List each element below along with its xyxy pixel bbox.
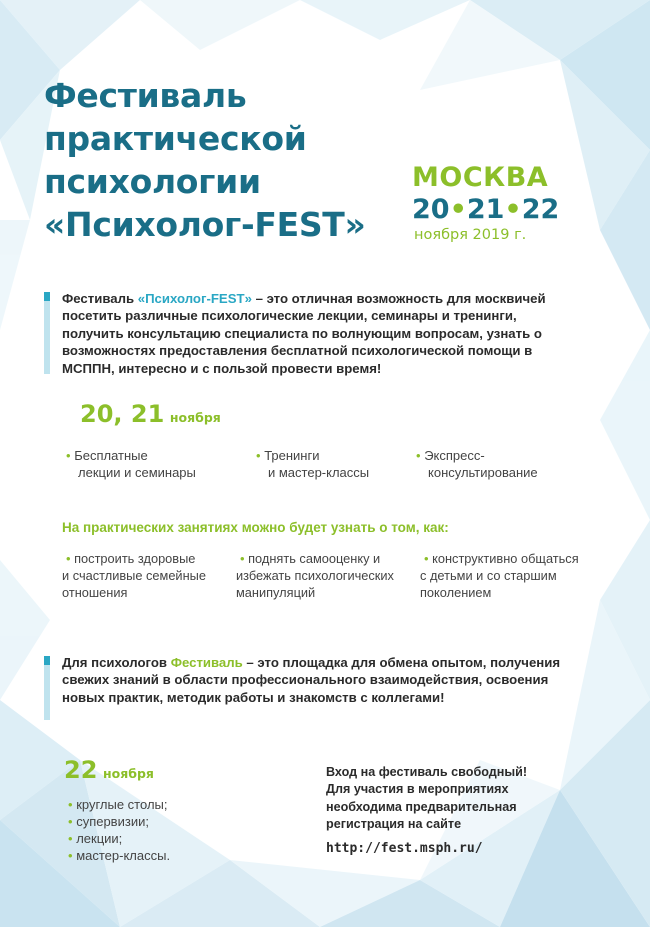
- date-20-21-number: 20, 21: [80, 400, 165, 428]
- page-title: [44, 74, 404, 246]
- date-20-21: [80, 400, 221, 428]
- practice-item-1: • построить здоровые и счастливые семейные отношения: [62, 551, 206, 600]
- city-name: МОСКВА: [412, 162, 549, 193]
- psych-highlight: Фестиваль: [170, 655, 243, 670]
- event-days: 20•21•22: [412, 194, 560, 225]
- intro-paragraph: [62, 290, 562, 377]
- registration-line-4: регистрация на сайте: [326, 817, 462, 832]
- day22-item-3: • лекции;: [68, 831, 123, 846]
- day22-item-1: • круглые столы;: [68, 797, 168, 812]
- feature-item-1: • Бесплатные лекции и семинары: [66, 448, 196, 480]
- psych-text-1: Для психологов: [62, 655, 171, 670]
- registration-line-3: необходима предварительная: [326, 799, 517, 814]
- practice-heading: На практических занятиях можно будет узнать о том, как:: [62, 520, 449, 535]
- title-line-2: практической: [44, 119, 307, 158]
- day-1: 20: [412, 194, 450, 225]
- day-2: 21: [466, 194, 505, 225]
- psychologists-paragraph: [62, 654, 562, 706]
- psychologists-accent-bar: [44, 656, 50, 720]
- date-22: [64, 756, 154, 784]
- registration-info: [326, 764, 586, 834]
- registration-line-1: Вход на фестиваль свободный!: [326, 765, 528, 779]
- registration-link[interactable]: http://fest.msph.ru/: [326, 841, 483, 856]
- title-line-3: психологии: [44, 162, 261, 201]
- title-line-1: Фестиваль: [44, 76, 247, 115]
- date-22-number: 22: [64, 756, 98, 784]
- registration-line-2: Для участия в мероприятиях: [326, 782, 509, 797]
- date-22-month: ноября: [102, 766, 154, 781]
- date-20-21-month: ноября: [169, 410, 221, 425]
- intro-highlight: «Психолог-FEST»: [137, 291, 252, 306]
- title-line-4: «Психолог-FEST»: [44, 205, 366, 244]
- feature-item-3: • Экспресс- консультирование: [416, 448, 538, 480]
- feature-item-2: • Тренинги и мастер-классы: [256, 448, 370, 480]
- day22-list: [68, 796, 268, 864]
- intro-accent-bar: [44, 292, 50, 374]
- practice-item-3: • конструктивно общаться с детьми и со старшим поколением: [420, 551, 579, 600]
- day22-item-4: • мастер-классы.: [68, 848, 171, 863]
- psych-text-2: – это площадка для обмена опытом, получения свежих знаний в области профессионального взаимодействия, освоения новых практик, методик работы и знакомств с коллегами!: [62, 655, 561, 705]
- event-date-block: [412, 162, 560, 244]
- day22-item-2: • супервизии;: [68, 814, 149, 829]
- intro-text-1: Фестиваль: [62, 291, 138, 306]
- intro-text-2: – это отличная возможность для москвичей посетить различные психологические лекции, семинары и тренинги, получить консультацию специалиста по волнующим вопросам, узнать о возможностях предоставления бесплатной психологической помощи в МСППН, интересно и с пользой провести время!: [62, 291, 546, 376]
- practice-item-2: • поднять самооценку и избежать психологических манипуляций: [236, 551, 394, 600]
- day-3: 22: [521, 194, 560, 225]
- event-month-year: ноября 2019 г.: [414, 227, 527, 243]
